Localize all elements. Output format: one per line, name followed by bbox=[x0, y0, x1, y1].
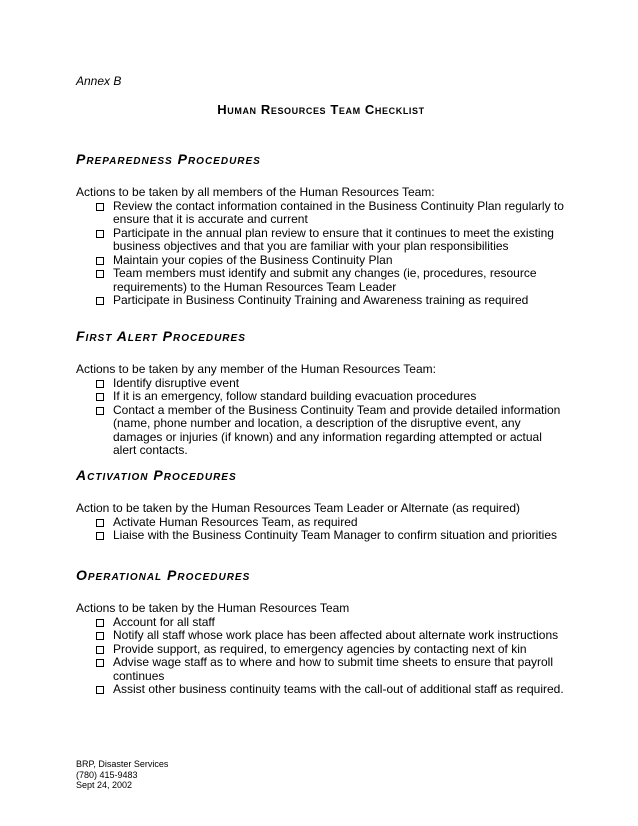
footer-date: Sept 24, 2002 bbox=[76, 780, 133, 790]
checklist-item bbox=[76, 294, 566, 308]
checklist-item-text: Maintain your copies of the Business Continuity Plan bbox=[113, 252, 393, 267]
checklist-item-text: Review the contact information contained in the Business Continuity Plan regularly to ensure that it is accurate and current bbox=[113, 198, 564, 226]
checkbox-icon bbox=[96, 619, 104, 627]
checkbox-icon bbox=[96, 407, 104, 415]
page-title: Human Resources Team Checklist bbox=[217, 102, 425, 117]
checkbox-icon bbox=[96, 203, 104, 211]
checkbox-icon bbox=[96, 297, 104, 305]
checkbox-icon bbox=[96, 659, 104, 667]
checklist-item bbox=[76, 267, 566, 294]
checklist-item bbox=[76, 643, 566, 657]
checklist-item-text: Account for all staff bbox=[113, 614, 215, 629]
checklist-item bbox=[76, 254, 566, 268]
checkbox-icon bbox=[96, 532, 104, 540]
footer-organization: BRP, Disaster Services bbox=[76, 759, 169, 769]
section-preparedness bbox=[76, 151, 566, 308]
page-footer bbox=[76, 759, 168, 791]
checklist-item-text: Participate in the annual plan review to ensure that it continues to meet the existing business objectives and that you are familiar with your plan responsibilities bbox=[113, 225, 554, 253]
section-intro: Actions to be taken by any member of the Human Resources Team: bbox=[76, 362, 436, 376]
checklist-item bbox=[76, 656, 566, 683]
checkbox-icon bbox=[96, 393, 104, 401]
checklist-item bbox=[76, 529, 566, 543]
section-activation bbox=[76, 467, 566, 543]
checklist-item-text: Contact a member of the Business Continuity Team and provide detailed information (name, phone number and location, a description of the disruptive event, any damages or injuries (if known) and any information regarding attempted or actual alert contacts. bbox=[113, 402, 561, 457]
section-heading: First Alert Procedures bbox=[76, 328, 246, 344]
footer-phone: (780) 415-9483 bbox=[76, 769, 138, 780]
checklist-item bbox=[76, 616, 566, 630]
section-operational bbox=[76, 567, 566, 697]
checklist-item-text: Identify disruptive event bbox=[113, 375, 240, 390]
checklist-item-text: Activate Human Resources Team, as required bbox=[113, 514, 358, 529]
checklist-item bbox=[76, 200, 566, 227]
section-first-alert bbox=[76, 328, 566, 458]
checklist bbox=[76, 516, 566, 543]
section-intro: Actions to be taken by the Human Resources Team bbox=[76, 601, 350, 615]
checklist-item bbox=[76, 377, 566, 391]
checkbox-icon bbox=[96, 257, 104, 265]
checklist-item-text: Liaise with the Business Continuity Team Manager to confirm situation and priorities bbox=[113, 528, 557, 542]
checkbox-icon bbox=[96, 230, 104, 238]
checklist-item bbox=[76, 390, 566, 404]
checklist-item-text: Notify all staff whose work place has been affected about alternate work instructions bbox=[113, 628, 559, 642]
checklist bbox=[76, 616, 566, 697]
checklist-item-text: If it is an emergency, follow standard building evacuation procedures bbox=[113, 389, 477, 403]
checklist-item-text: Provide support, as required, to emergency agencies by contacting next of kin bbox=[113, 641, 527, 656]
section-heading: Preparedness Procedures bbox=[76, 151, 261, 167]
checkbox-icon bbox=[96, 646, 104, 654]
checklist-item bbox=[76, 683, 566, 697]
checkbox-icon bbox=[96, 686, 104, 694]
checklist-item-text: Participate in Business Continuity Training and Awareness training as required bbox=[113, 293, 529, 307]
checklist-item-text: Assist other business continuity teams with the call-out of additional staff as required. bbox=[113, 682, 564, 696]
checklist-item bbox=[76, 227, 566, 254]
section-intro: Actions to be taken by all members of the Human Resources Team: bbox=[76, 185, 435, 199]
checkbox-icon bbox=[96, 632, 104, 640]
checkbox-icon bbox=[96, 270, 104, 278]
checklist bbox=[76, 200, 566, 308]
checklist-item bbox=[76, 404, 566, 458]
checklist-item-text: Advise wage staff as to where and how to submit time sheets to ensure that payroll continues bbox=[113, 655, 554, 683]
checklist-item bbox=[76, 516, 566, 530]
checklist-item bbox=[76, 629, 566, 643]
checkbox-icon bbox=[96, 519, 104, 527]
section-heading: Operational Procedures bbox=[76, 567, 251, 583]
section-intro: Action to be taken by the Human Resources Team Leader or Alternate (as required) bbox=[76, 501, 521, 515]
checklist-item-text: Team members must identify and submit any changes (ie, procedures, resource requirements) to the Human Resources Team Leader bbox=[113, 266, 537, 294]
section-heading: Activation Procedures bbox=[76, 467, 237, 483]
checklist bbox=[76, 377, 566, 458]
checkbox-icon bbox=[96, 380, 104, 388]
annex-label: Annex B bbox=[76, 74, 122, 88]
